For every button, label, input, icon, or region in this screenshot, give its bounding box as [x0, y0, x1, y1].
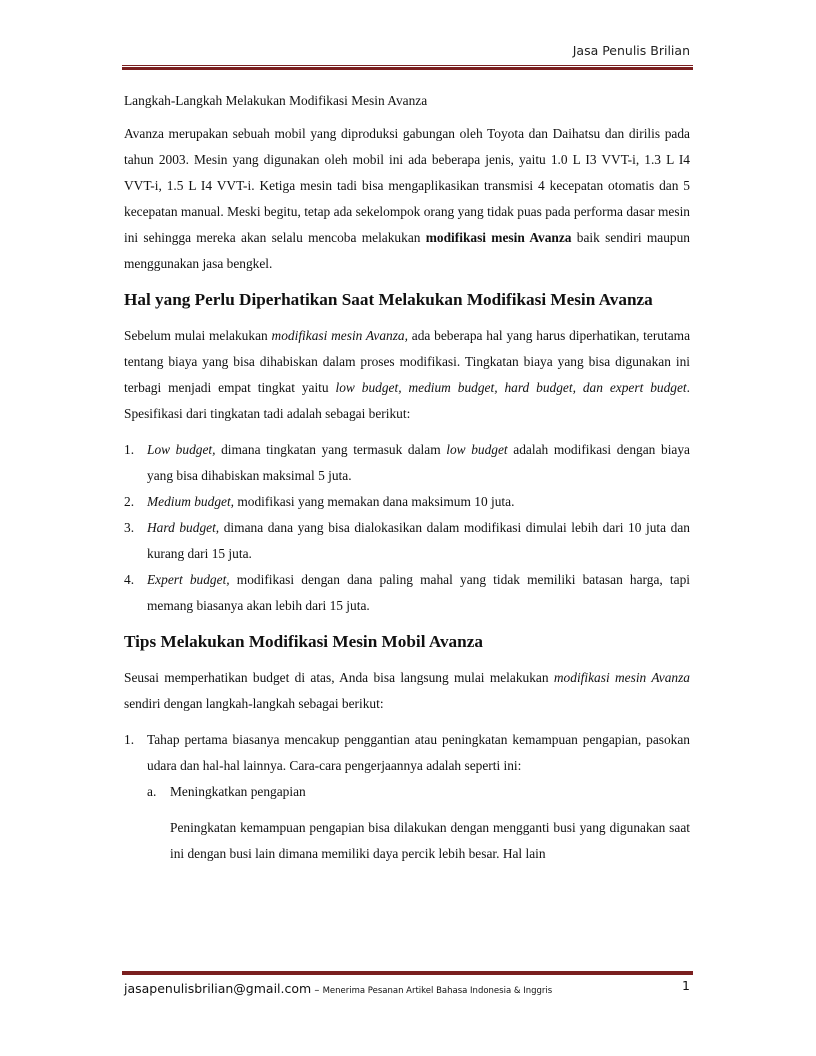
intro-paragraph	[124, 121, 690, 277]
s2-italic-keyword: modifikasi mesin Avanza	[553, 670, 690, 685]
footer-rule	[122, 970, 693, 975]
list-number: 3.	[124, 520, 135, 535]
list-item-text: modifikasi yang memakan dana maksimum 10 juta.	[234, 494, 515, 509]
intro-text-end: baik sendiri maupun menggunakan jasa bengkel.	[124, 230, 691, 271]
intro-text: Avanza merupakan sebuah mobil yang diproduksi gabungan oleh Toyota dan Daihatsu dan dirilis pada tahun 2003. Mesin yang digunakan oleh mobil ini ada beberapa jenis, yaitu 1.0 L I3 VVT-i, 1.3 L I4 VVT-i, 1.5 L I4 VVT-i. Ketiga mesin tadi bisa mengaplikasikan transmisi 4 kecepatan otomatis dan 5 kecepatan manual. Meski begitu, tetap ada sekelompok orang yang tidak puas pada performa dasar mesin ini sehingga mereka akan selalu mencoba melakukan	[124, 126, 690, 245]
list-item	[124, 489, 690, 515]
sub-list-text: Meningkatkan pengapian	[170, 784, 306, 799]
s1-text-end: . Spesifikasi dari tingkatan tadi adalah sebagai berikut:	[124, 380, 690, 421]
list-item	[124, 567, 690, 619]
list-item-term: Low budget,	[147, 442, 216, 457]
list-item-term: Hard budget,	[147, 520, 220, 535]
list-number: 1.	[124, 442, 135, 457]
page-content	[124, 88, 690, 867]
list-item-text: modifikasi dengan dana paling mahal yang tidak memiliki batasan harga, tapi memang biasanya akan lebih dari 15 juta.	[147, 572, 691, 613]
list-item-term: Expert budget,	[147, 572, 230, 587]
list-number: 4.	[124, 572, 135, 587]
section2-heading: Tips Melakukan Modifikasi Mesin Mobil Avanza	[124, 632, 483, 651]
section1-paragraph	[124, 323, 690, 427]
list-item-text: adalah modifikasi dengan biaya yang bisa dihabiskan maksimal 5 juta.	[147, 442, 690, 483]
sub-list-item	[124, 779, 690, 805]
sub-paragraph: Peningkatan kemampuan pengapian bisa dilakukan dengan mengganti busi yang digunakan saat ini dengan busi lain dimana memiliki daya percik lebih besar. Hal lain	[170, 820, 690, 861]
section2-paragraph	[124, 665, 690, 717]
list-number: 1.	[124, 732, 135, 747]
list-item-italic: low budget	[446, 442, 508, 457]
s2-text: Seusai memperhatikan budget di atas, Anda bisa langsung mulai melakukan	[124, 670, 554, 685]
budget-list	[124, 437, 690, 619]
intro-bold-keyword: modifikasi mesin Avanza	[425, 230, 572, 245]
list-item-term: Medium budget,	[147, 494, 235, 509]
s1-text: Sebelum mulai melakukan	[124, 328, 272, 343]
document-title: Langkah-Langkah Melakukan Modifikasi Mesin Avanza	[124, 93, 428, 108]
s1-text-mid: ada beberapa hal yang harus diperhatikan, terutama tentang biaya yang bisa dihabiskan dalam proses modifikasi. Tingkatan biaya yang bisa digunakan ini terbagi menjadi empat tingkat yaitu	[124, 328, 691, 395]
list-item	[124, 437, 690, 489]
steps-list	[124, 727, 690, 779]
list-item-text: dimana dana yang bisa dialokasikan dalam modifikasi dimulai lebih dari 10 juta dan kurang dari 15 juta.	[147, 520, 690, 561]
footer	[124, 978, 692, 1000]
list-item	[124, 515, 690, 567]
list-item	[124, 727, 690, 779]
list-number: 2.	[124, 494, 135, 509]
list-item-text: Tahap pertama biasanya mencakup penggantian atau peningkatan kemampuan pengapian, pasokan udara dan hal-hal lainnya. Cara-cara pengerjaannya adalah seperti ini:	[147, 732, 690, 773]
s2-text-end: sendiri dengan langkah-langkah sebagai berikut:	[124, 696, 384, 711]
s1-italic-keyword: modifikasi mesin Avanza,	[271, 328, 408, 343]
page-number: 1	[682, 978, 690, 993]
header-title: Jasa Penulis Brilian	[572, 43, 690, 58]
list-item-text: dimana tingkatan yang termasuk dalam	[215, 442, 447, 457]
footer-separator: –	[311, 985, 323, 996]
section1-heading: Hal yang Perlu Diperhatikan Saat Melakukan Modifikasi Mesin Avanza	[124, 290, 653, 309]
sub-list-letter: a.	[147, 784, 157, 799]
footer-tagline: Menerima Pesanan Artikel Bahasa Indonesia & Inggris	[322, 986, 553, 996]
header-rule	[122, 65, 693, 70]
s1-italic-budgets: low budget, medium budget, hard budget, dan expert budget	[335, 380, 687, 395]
footer-email: jasapenulisbrilian@gmail.com	[124, 981, 312, 996]
